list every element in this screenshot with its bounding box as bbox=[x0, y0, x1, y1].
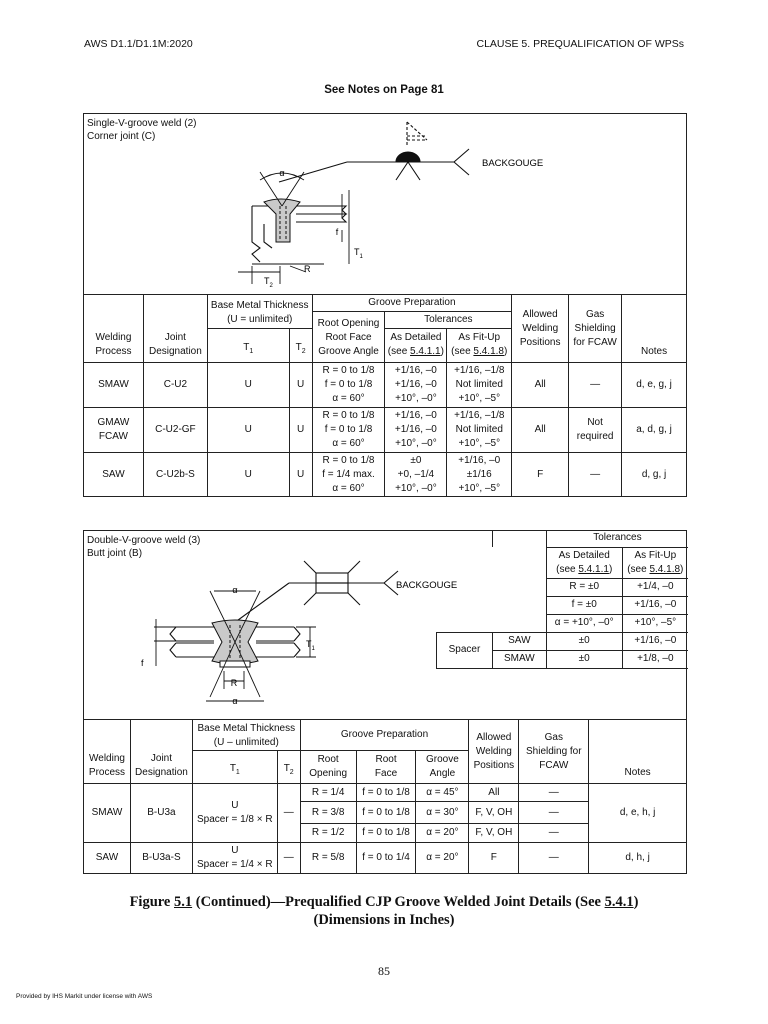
gas-shielding-header: Gas Shielding for FCAW bbox=[569, 295, 622, 363]
tolerance-detailed-cell: f = ±0 bbox=[546, 596, 622, 614]
joint-cell: B-U3a-S bbox=[130, 843, 192, 874]
table-row bbox=[84, 453, 687, 497]
root-opening-label: R bbox=[230, 678, 238, 688]
alpha-top-label: α bbox=[232, 585, 238, 595]
spacer-process-cell: SAW bbox=[492, 632, 546, 650]
joint-type-title: Butt joint (B) bbox=[87, 548, 143, 559]
notes-cell: d, g, j bbox=[622, 453, 687, 497]
root-opening-cell: R = 5/8 bbox=[300, 843, 356, 874]
t2-label: $T_2$ bbox=[264, 276, 273, 289]
root-face-cell: f = 0 to 1/4 bbox=[356, 843, 416, 874]
gas-cell: — bbox=[519, 802, 589, 824]
joint-cell: B-U3a bbox=[130, 784, 192, 843]
alpha-bottom-label: α bbox=[232, 696, 238, 706]
bottom-figure-panel bbox=[83, 530, 687, 720]
groove-preparation-header: Groove Preparation bbox=[312, 295, 512, 312]
root-opening-cell: R = 1/4 bbox=[300, 784, 356, 802]
positions-cell: All bbox=[512, 363, 569, 408]
root-opening-cell: R = 0 to 1/8 f = 1/4 max. α = 60° bbox=[312, 453, 385, 497]
as-fit-up-header: As Fit-Up (see 5.4.1.8) bbox=[622, 547, 688, 578]
process-cell: SAW bbox=[84, 843, 131, 874]
butt-joint-diagram bbox=[84, 531, 458, 719]
as-fit-up-cell: +1/16, –1/8 Not limited +10°, –5° bbox=[447, 408, 512, 453]
t2-header: $T_2$ bbox=[277, 751, 300, 784]
allowed-positions-header: Allowed Welding Positions bbox=[512, 295, 569, 363]
weld-type-title: Single-V-groove weld (2) bbox=[87, 118, 197, 129]
t1-cell: U bbox=[207, 363, 289, 408]
bottom-joint-table bbox=[83, 719, 687, 874]
table-row bbox=[84, 843, 687, 874]
tolerances-header: Tolerances bbox=[546, 530, 688, 547]
spacer-label: Spacer bbox=[437, 632, 493, 668]
root-opening-header: Root Opening Root Face Groove Angle bbox=[312, 312, 385, 363]
process-cell: GMAW FCAW bbox=[84, 408, 144, 453]
positions-cell: F, V, OH bbox=[469, 802, 519, 824]
groove-angle-header: Groove Angle bbox=[416, 751, 469, 784]
table-row bbox=[84, 408, 687, 453]
as-detailed-cell: +1/16, –0 +1/16, –0 +10°, –0° bbox=[385, 408, 447, 453]
t2-cell: U bbox=[289, 453, 312, 497]
root-opening-label: R bbox=[304, 264, 311, 274]
as-detailed-header: As Detailed (see 5.4.1.1) bbox=[546, 547, 622, 578]
page-number: 85 bbox=[378, 964, 390, 978]
as-detailed-link[interactable]: 5.4.1.1 bbox=[578, 563, 609, 575]
groove-angle-cell: α = 20° bbox=[416, 824, 469, 843]
allowed-positions-header: Allowed Welding Positions bbox=[469, 720, 519, 784]
as-fit-up-link[interactable]: 5.4.1.8 bbox=[649, 563, 681, 575]
positions-cell: F bbox=[469, 843, 519, 874]
as-detailed-link[interactable]: 5.4.1.1 bbox=[410, 346, 441, 357]
tolerance-fit-up-cell: +1/16, –0 bbox=[622, 596, 688, 614]
gas-cell: Not required bbox=[569, 408, 622, 453]
notes-header: Notes bbox=[622, 295, 687, 363]
t1-cell: U bbox=[207, 453, 289, 497]
t1-label: $T_1$ bbox=[354, 247, 363, 260]
figure-link[interactable]: 5.1 bbox=[174, 894, 193, 910]
t2-cell: U bbox=[289, 408, 312, 453]
groove-angle-cell: α = 30° bbox=[416, 802, 469, 824]
gas-cell: — bbox=[569, 453, 622, 497]
as-fit-up-link[interactable]: 5.4.1.8 bbox=[473, 346, 504, 357]
root-face-header: Root Face bbox=[356, 751, 416, 784]
joint-designation-header: Joint Designation bbox=[130, 720, 192, 784]
as-detailed-header: As Detailed (see 5.4.1.1) bbox=[385, 329, 447, 363]
groove-angle-cell: α = 20° bbox=[416, 843, 469, 874]
gas-cell: — bbox=[519, 843, 589, 874]
tolerance-fit-up-cell: +1/4, –0 bbox=[622, 578, 688, 596]
running-header-right: CLAUSE 5. PREQUALIFICATION OF WPSs bbox=[476, 38, 684, 50]
process-cell: SMAW bbox=[84, 363, 144, 408]
table-row bbox=[84, 784, 687, 802]
as-fit-up-cell: +1/16, –0 ±1/16 +10°, –5° bbox=[447, 453, 512, 497]
corner-joint-diagram bbox=[84, 114, 686, 294]
spacer-detailed-cell: ±0 bbox=[546, 650, 622, 668]
root-face-cell: f = 0 to 1/8 bbox=[356, 784, 416, 802]
notes-cell: a, d, g, j bbox=[622, 408, 687, 453]
license-footer: Provided by IHS Markit under license with AWS bbox=[16, 993, 153, 1000]
joint-cell: C-U2b-S bbox=[143, 453, 207, 497]
process-cell: SAW bbox=[84, 453, 144, 497]
see-notes-line: See Notes on Page 81 bbox=[324, 84, 444, 96]
groove-angle-cell: α = 45° bbox=[416, 784, 469, 802]
joint-cell: C-U2 bbox=[143, 363, 207, 408]
tolerances-header: Tolerances bbox=[385, 312, 512, 329]
tolerance-detailed-cell: R = ±0 bbox=[546, 578, 622, 596]
root-face-cell: f = 0 to 1/8 bbox=[356, 824, 416, 843]
positions-cell: F, V, OH bbox=[469, 824, 519, 843]
gas-cell: — bbox=[519, 784, 589, 802]
base-metal-thickness-header: Base Metal Thickness (U – unlimited) bbox=[192, 720, 300, 751]
running-header-left: AWS D1.1/D1.1M:2020 bbox=[84, 38, 193, 50]
spacer-fit-up-cell: +1/8, –0 bbox=[622, 650, 688, 668]
t1-cell: U Spacer = 1/8 × R bbox=[192, 784, 277, 843]
t2-cell: — bbox=[277, 843, 300, 874]
as-fit-up-header: As Fit-Up (see 5.4.1.8) bbox=[447, 329, 512, 363]
t1-header: $T_1$ bbox=[192, 751, 277, 784]
gas-cell: — bbox=[569, 363, 622, 408]
t1-header: $T_1$ bbox=[207, 329, 289, 363]
root-opening-cell: R = 0 to 1/8 f = 0 to 1/8 α = 60° bbox=[312, 408, 385, 453]
tolerance-detailed-cell: α = +10°, –0° bbox=[546, 614, 622, 632]
gas-cell: — bbox=[519, 824, 589, 843]
positions-cell: F bbox=[512, 453, 569, 497]
root-face-label: f bbox=[141, 658, 144, 668]
base-metal-thickness-header: Base Metal Thickness (U = unlimited) bbox=[207, 295, 312, 329]
t2-cell: U bbox=[289, 363, 312, 408]
top-figure-panel bbox=[83, 113, 687, 295]
positions-cell: All bbox=[469, 784, 519, 802]
welding-process-header: Welding Process bbox=[84, 720, 131, 784]
root-opening-header: Root Opening bbox=[300, 751, 356, 784]
process-cell: SMAW bbox=[84, 784, 131, 843]
gas-shielding-header: Gas Shielding for FCAW bbox=[519, 720, 589, 784]
spacer-process-cell: SMAW bbox=[492, 650, 546, 668]
t1-cell: U bbox=[207, 408, 289, 453]
joint-cell: C-U2-GF bbox=[143, 408, 207, 453]
as-detailed-cell: +1/16, –0 +1/16, –0 +10°, –0° bbox=[385, 363, 447, 408]
root-opening-cell: R = 0 to 1/8 f = 0 to 1/8 α = 60° bbox=[312, 363, 385, 408]
backgouge-label: BACKGOUGE bbox=[396, 580, 458, 591]
root-face-cell: f = 0 to 1/8 bbox=[356, 802, 416, 824]
t1-cell: U Spacer = 1/4 × R bbox=[192, 843, 277, 874]
root-opening-cell: R = 3/8 bbox=[300, 802, 356, 824]
root-opening-cell: R = 1/2 bbox=[300, 824, 356, 843]
weld-type-title: Double-V-groove weld (3) bbox=[87, 535, 201, 546]
notes-cell: d, e, h, j bbox=[589, 784, 687, 843]
tolerance-fit-up-cell: +10°, –5° bbox=[622, 614, 688, 632]
notes-cell: d, h, j bbox=[589, 843, 687, 874]
table-row bbox=[84, 363, 687, 408]
spacer-fit-up-cell: +1/16, –0 bbox=[622, 632, 688, 650]
root-face-label: f bbox=[335, 227, 339, 237]
alpha-label: α bbox=[279, 168, 285, 178]
clause-link[interactable]: 5.4.1 bbox=[604, 894, 634, 910]
figure-caption: Figure 5.1 (Continued)—Prequalified CJP Groove Welded Joint Details (See 5.4.1) (Dimensions in Inches) bbox=[129, 894, 639, 928]
backgouge-label: BACKGOUGE bbox=[482, 158, 544, 169]
groove-preparation-header: Groove Preparation bbox=[300, 720, 469, 751]
positions-cell: All bbox=[512, 408, 569, 453]
notes-header: Notes bbox=[589, 720, 687, 784]
welding-process-header: Welding Process bbox=[84, 295, 144, 363]
joint-designation-header: Joint Designation bbox=[143, 295, 207, 363]
top-joint-table bbox=[83, 294, 687, 497]
t1-label: $T_1$ bbox=[306, 639, 315, 652]
t2-cell: — bbox=[277, 784, 300, 843]
notes-cell: d, e, g, j bbox=[622, 363, 687, 408]
bottom-tolerances-table bbox=[436, 530, 688, 669]
as-fit-up-cell: +1/16, –1/8 Not limited +10°, –5° bbox=[447, 363, 512, 408]
t2-header: $T_2$ bbox=[289, 329, 312, 363]
as-detailed-cell: ±0 +0, –1/4 +10°, –0° bbox=[385, 453, 447, 497]
spacer-detailed-cell: ±0 bbox=[546, 632, 622, 650]
joint-type-title: Corner joint (C) bbox=[87, 131, 156, 142]
